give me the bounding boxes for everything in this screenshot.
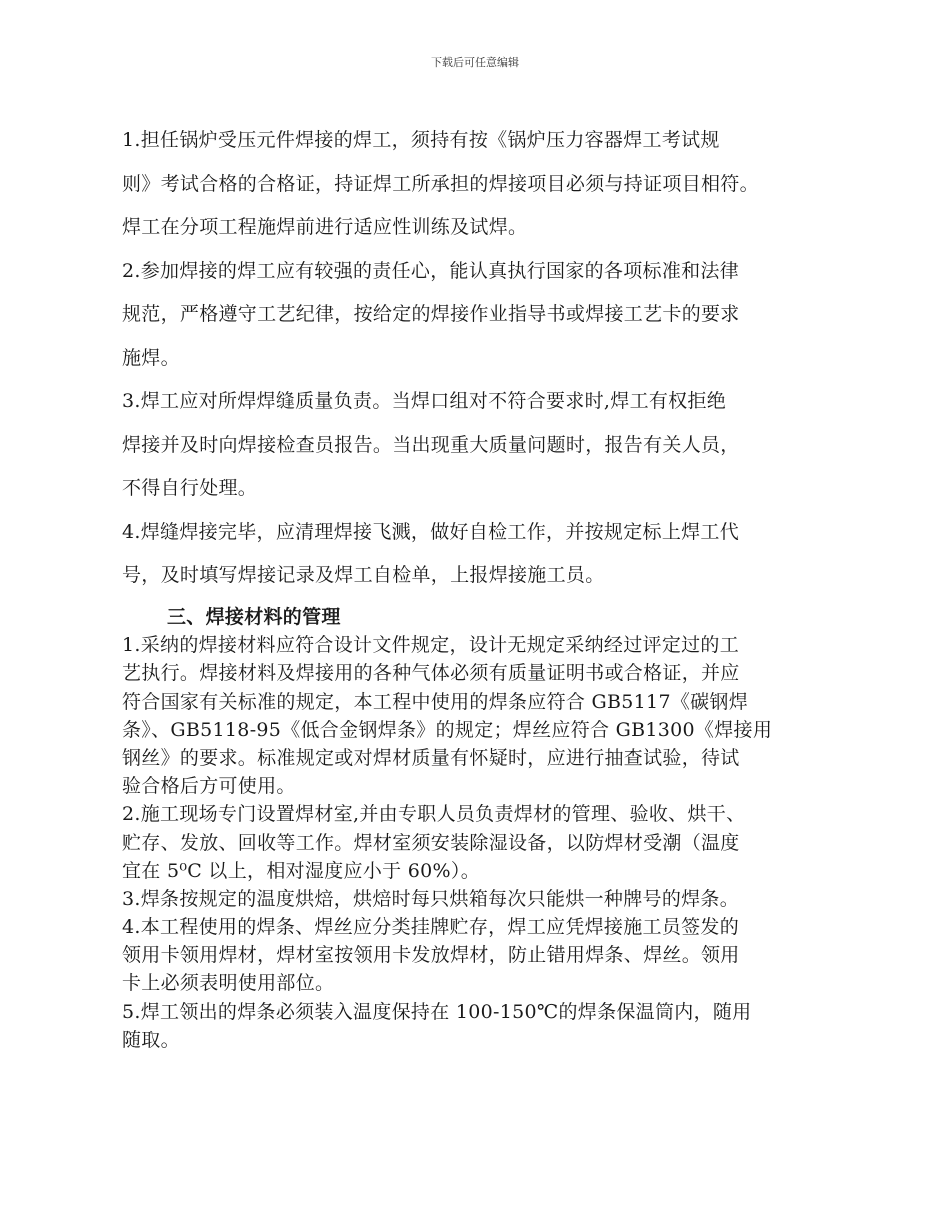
paragraph-line: 焊工在分项工程施焊前进行适应性训练及试焊。 <box>122 216 528 238</box>
paragraph-line: 则》考试合格的合格证，持证焊工所承担的焊接项目必须与持证项目相符。 <box>122 172 759 195</box>
paragraph-line: 符合国家有关标准的规定，本工程中使用的焊条应符合 GB5117《碳钢焊 <box>122 690 749 713</box>
paragraph-line: 规范，严格遵守工艺纪律，按给定的焊接作业指导书或焊接工艺卡的要求 <box>122 303 740 325</box>
paragraph-line: 领用卡领用焊材，焊材室按领用卡发放焊材，防止错用焊条、焊丝。领用 <box>122 944 740 967</box>
welder-requirements-section <box>122 126 842 605</box>
paragraph-line: 1.采纳的焊接材料应符合设计文件规定，设计无规定采纳经过评定过的工 <box>122 634 740 657</box>
paragraph-line: 2.参加焊接的焊工应有较强的责任心，能认真执行国家的各项标准和法律 <box>122 259 740 282</box>
paragraph-line: 4.焊缝焊接完毕，应清理焊接飞溅，做好自检工作，并按规定标上焊工代 <box>122 520 740 543</box>
paragraph-line: 艺执行。焊接材料及焊接用的各种气体必须有质量证明书或合格证，并应 <box>122 662 740 685</box>
paragraph-line: 焊接并及时向焊接检查员报告。当出现重大质量问题时，报告有关人员， <box>122 433 740 456</box>
paragraph-line: 条》、GB5118-95《低合金钢焊条》的规定；焊丝应符合 GB1300《焊接用 <box>122 718 773 741</box>
paragraph-line: 宜在 5⁰C 以上，相对湿度应小于 60%）。 <box>122 859 480 882</box>
paragraph-line: 钢丝》的要求。标准规定或对焊材质量有怀疑时，应进行抽查试验，待试 <box>122 746 740 769</box>
paragraph-line: 验合格后方可使用。 <box>122 775 296 798</box>
paragraph-line: 5.焊工领出的焊条必须装入温度保持在 100-150℃的焊条保温筒内，随用 <box>122 1000 752 1023</box>
paragraph-line: 3.焊条按规定的温度烘焙，烘焙时每只烘箱每次只能烘一种牌号的焊条。 <box>122 887 740 910</box>
paragraph-line: 随取。 <box>122 1028 180 1051</box>
paragraph-line: 4.本工程使用的焊条、焊丝应分类挂牌贮存，焊工应凭焊接施工员签发的 <box>122 916 740 939</box>
paragraph-line: 贮存、发放、回收等工作。焊材室须安装除湿设备，以防焊材受潮（温度 <box>122 831 740 854</box>
paragraph-line: 不得自行处理。 <box>122 477 258 499</box>
section-heading: 三、焊接材料的管理 <box>167 606 341 628</box>
paragraph-line: 卡上必须表明使用部位。 <box>122 972 335 995</box>
welding-materials-section <box>122 603 842 1054</box>
paragraph-line: 号，及时填写焊接记录及焊工自检单，上报焊接施工员。 <box>122 564 605 586</box>
page-header: 下载后可任意编辑 <box>431 56 519 69</box>
paragraph-line: 1.担任锅炉受压元件焊接的焊工，须持有按《锅炉压力容器焊工考试规 <box>122 129 720 151</box>
paragraph-line: 3.焊工应对所焊焊缝质量负责。当焊口组对不符合要求时,焊工有权拒绝 <box>122 390 727 412</box>
paragraph-line: 2.施工现场专门设置焊材室,并由专职人员负责焊材的管理、验收、烘干、 <box>122 803 746 826</box>
paragraph-line: 施焊。 <box>122 346 180 369</box>
